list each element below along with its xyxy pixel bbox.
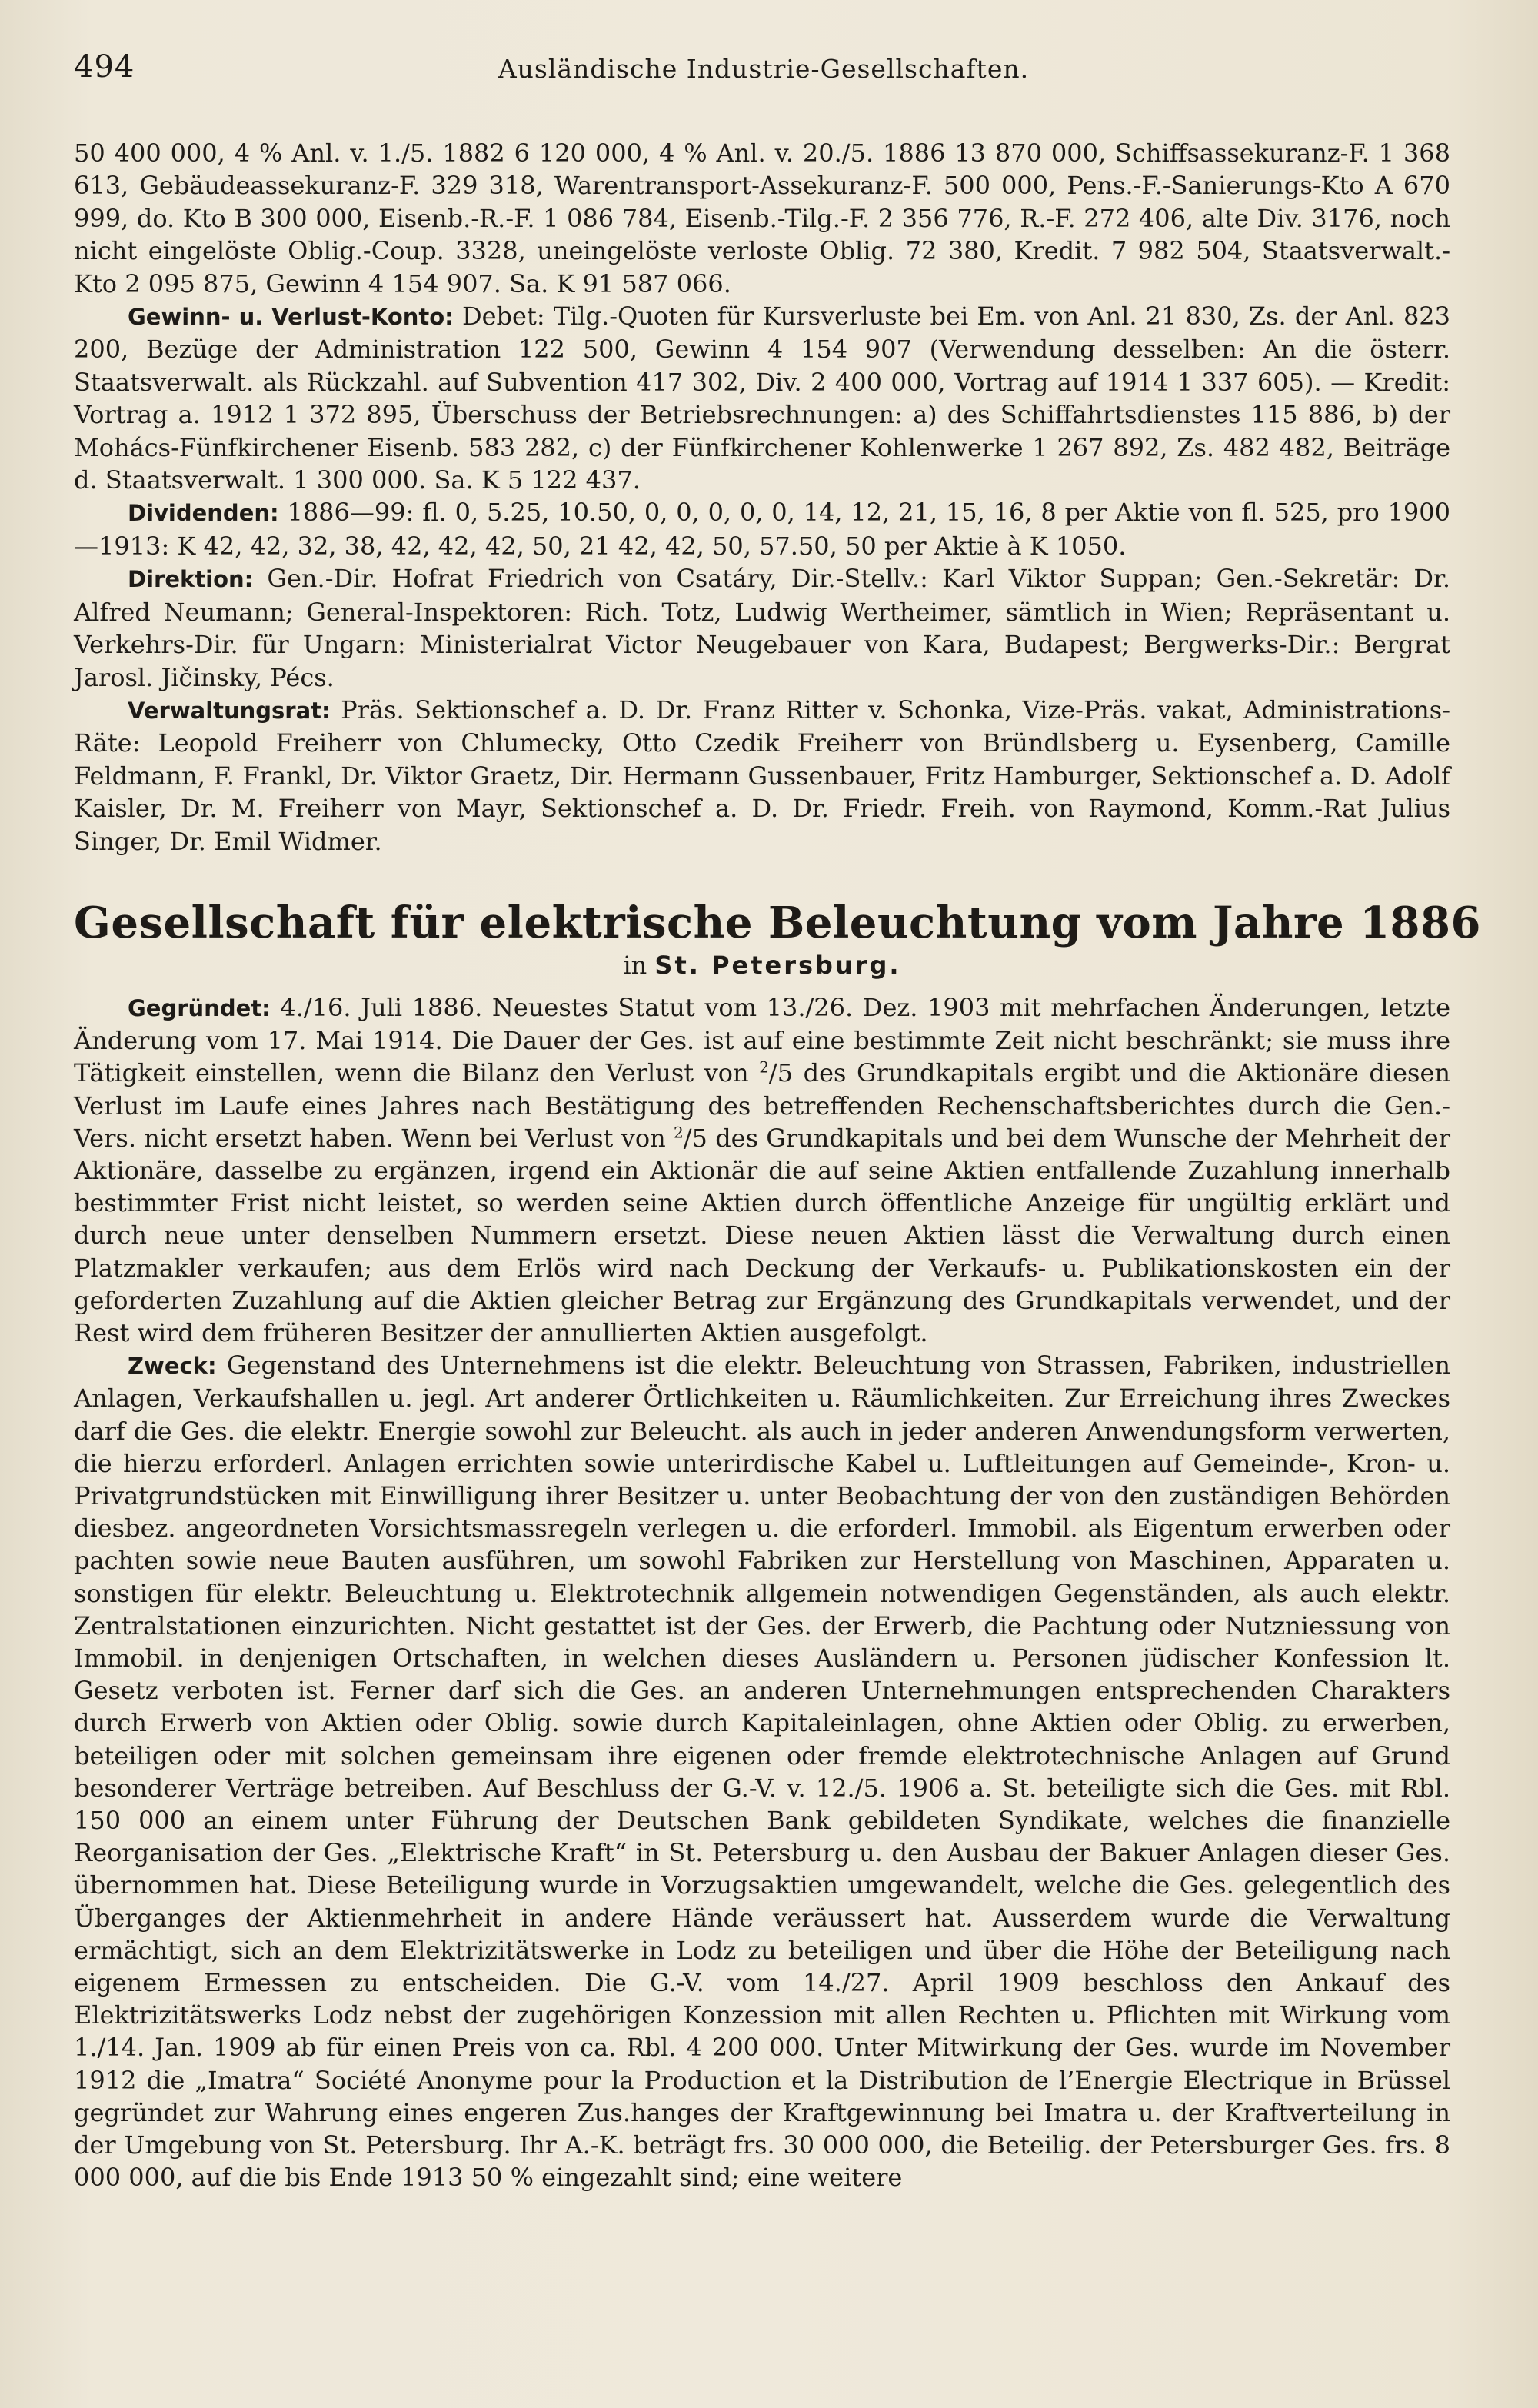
fraction-2-denominator: 5	[691, 1123, 707, 1153]
gegruendet-text-1: 4./16. Juli 1886. Neuestes Statut vom 13./26. Dez. 1903 mit mehrfachen Änderungen, letzte Änderung vom 17. Mai 1914. Die Dauer der Ges. ist auf eine bestimmte Zeit nicht beschränkt; sie muss ihre Tätigkeit einstellen, wenn die Bilanz den Verlust von	[74, 992, 1451, 1088]
fraction-1-numerator: 2	[759, 1057, 769, 1077]
direktion-text: Gen.-Dir. Hofrat Friedrich von Csatáry, Dir.-Stellv.: Karl Viktor Suppan; Gen.-Sekretär: Dr. Alfred Neumann; General-Inspektoren: Rich. Totz, Ludwig Wertheimer, sämtlich in Wien; Repräsentant u. Verkehrs-Dir. für Ungarn: Ministerialrat Victor Neugebauer von Kara, Budapest; Bergwerks-Dir.: Bergrat Jarosl. Jičinsky, Pécs.	[74, 564, 1451, 692]
company-entry	[74, 897, 1481, 2194]
previous-company-entry	[74, 137, 1450, 858]
guv-label: Gewinn- u. Verlust-Konto:	[128, 304, 454, 331]
zweck-text: Gegenstand des Unternehmens ist die elektr. Beleuchtung von Strassen, Fabriken, industriellen Anlagen, Verkaufshallen u. jegl. Art anderer Örtlichkeiten u. Räumlichkeiten. Zur Erreichung ihres Zweckes darf die Ges. die elektr. Energie sowohl zur Beleucht. als auch in jeder anderen Anwendungsform verwerten, die hierzu erforderl. Anlagen errichten sowie unterirdische Kabel u. Luftleitungen auf Gemeinde-, Kron- u. Privatgrundstücken mit Einwilligung ihrer Besitzer u. unter Beobachtung der von den zuständigen Behörden diesbez. angeordneten Vorsichtsmassregeln verlegen u. die erforderl. Immobil. als Eigentum erwerben oder pachten sowie neue Bauten ausführen, um sowohl Fabriken zur Herstellung von Maschinen, Apparaten u. sonstigen für elektr. Beleuchtung u. Elektrotechnik allgemein notwendigen Gegenständen, als auch elektr. Zentralstationen einzurichten. Nicht gestattet ist der Ges. der Erwerb, die Pachtung oder Nutzniessung von Immobil. in denjenigen Ortschaften, in welchen dieses Ausländern u. Personen jüdischer Konfession lt. Gesetz verboten ist. Ferner darf sich die Ges. an anderen Unternehmungen entsprechenden Charakters durch Erwerb von Aktien oder Oblig. sowie durch Kapitaleinlagen, ohne Aktien oder Oblig. zu erwerben, beteiligen oder mit solchen gemeinsam ihre eigenen oder fremde elektrotechnische Anlagen auf Grund besonderer Verträge betreiben. Auf Beschluss der G.-V. v. 12./5. 1906 a. St. beteiligte sich die Ges. mit Rbl. 150 000 an einem unter Führung der Deutschen Bank gebildeten Syndikate, welches die finanzielle Reorganisation der Ges. „Elektrische Kraft“ in St. Petersburg u. den Ausbau der Bakuer Anlagen dieser Ges. übernommen hat. Diese Beteiligung wurde in Vorzugsaktien umgewandelt, welche die Ges. gelegentlich des Überganges der Aktienmehrheit in andere Hände veräussert hat. Ausserdem wurde die Verwaltung ermächtigt, sich an dem Elektrizitätswerke in Lodz zu beteiligen und über die Höhe der Beteiligung nach eigenem Ermessen zu entscheiden. Die G.-V. vom 14./27. April 1909 beschloss den Ankauf des Elektrizitätswerks Lodz nebst der zugehörigen Konzession mit allen Rechten u. Pflichten mit Wirkung vom 1./14. Jan. 1909 ab für einen Preis von ca. Rbl. 4 200 000. Unter Mitwirkung der Ges. wurde im November 1912 die „Imatra“ Société Anonyme pour la Production et la Distribution de l’Energie Electrique in Brüssel gegründet zur Wahrung eines engeren Zus.hanges der Kraftgewinnung bei Imatra u. der Kraftverteilung in der Umgebung von St. Petersburg. Ihr A.-K. beträgt frs. 30 000 000, die Beteilig. der Petersburger Ges. frs. 8 000 000, auf die bis Ende 1913 50 % eingezahlt sind; eine weitere	[74, 1351, 1451, 2193]
zweck-paragraph	[74, 1349, 1450, 2193]
gegruendet-label: Gegründet:	[128, 994, 271, 1021]
verwaltungsrat-label: Verwaltungsrat:	[128, 697, 331, 724]
dividenden-paragraph	[74, 496, 1450, 562]
gegruendet-text-2: des Grundkapitals ergibt und die Aktionäre diesen Verlust im Laufe eines Jahres nach Bestätigung des betreffenden Rechenschaftsberichtes durch die Gen.-Vers. nicht ersetzt haben. Wenn bei Verlust von	[74, 1058, 1451, 1153]
verwaltungsrat-text: Präs. Sektionschef a. D. Dr. Franz Ritter v. Schonka, Vize-Präs. vakat, Administrations-Räte: Leopold Freiherr von Chlumecky, Otto Czedik Freiherr von Bründlsberg u. Eysenberg, Camille Feldmann, F. Frankl, Dr. Viktor Graetz, Dir. Hermann Gussenbauer, Fritz Hamburger, Sektionschef a. D. Adolf Kaisler, Dr. M. Freiherr von Mayr, Sektionschef a. D. Dr. Friedr. Freih. von Raymond, Komm.-Rat Julius Singer, Dr. Emil Widmer.	[74, 694, 1450, 856]
direktion-label: Direktion:	[128, 566, 254, 593]
zweck-label: Zweck:	[128, 1353, 217, 1380]
running-title: Ausländische Industrie-Gesellschaften.	[498, 54, 1030, 84]
location-city: St. Petersburg.	[654, 950, 901, 980]
page-body	[74, 137, 1481, 2193]
guv-paragraph	[74, 300, 1450, 496]
company-location	[74, 950, 1450, 981]
dividenden-text: 1886—99: fl. 0, 5.25, 10.50, 0, 0, 0, 0, 0, 14, 12, 21, 15, 16, 8 per Aktie von fl. 525, pro 1900—1913: K 42, 42, 32, 38, 42, 42, 42, 50, 21 42, 42, 50, 57.50, 50 per Aktie à K 1050.	[74, 498, 1451, 561]
fraction-2-numerator: 2	[674, 1123, 684, 1142]
gegruendet-text-3: des Grundkapitals und bei dem Wunsche der Mehrheit der Aktionäre, dasselbe zu ergänzen, irgend ein Aktionär die auf seine Aktien entfallende Zuzahlung innerhalb bestimmter Frist nicht leistet, so werden seine Aktien durch öffentliche Anzeige für ungültig erklärt und durch neue unter denselben Nummern ersetzt. Diese neuen Aktien lässt die Verwaltung durch einen Platzmakler verkaufen; aus dem Erlös wird nach Deckung der Verkaufs- u. Publikationskosten ein der geforderten Zuzahlung auf die Aktien gleicher Betrag zur Ergänzung des Grundkapitals verwendet, und der Rest wird dem früheren Besitzer der annullierten Aktien ausgefolgt.	[74, 1123, 1451, 1347]
guv-text: Debet: Tilg.-Quoten für Kursverluste bei Em. von Anl. 21 830, Zs. der Anl. 823 200, Bezüge der Administration 122 500, Gewinn 4 154 907 (Verwendung desselben: An die österr. Staatsverwalt. als Rückzahl. auf Subvention 417 302, Div. 2 400 000, Vortrag auf 1914 1 337 605). — Kredit: Vortrag a. 1912 1 372 895, Überschuss der Betriebsrechnungen: a) des Schiffahrtsdienstes 115 886, b) der Mohács-Fünfkirchener Eisenb. 583 282, c) der Fünfkirchener Kohlenwerke 1 267 892, Zs. 482 482, Beiträge d. Staatsverwalt. 1 300 000. Sa. K 5 122 437.	[74, 301, 1451, 495]
gegruendet-paragraph: Gegründet: 4./16. Juli 1886. Neuestes Statut vom 13./26. Dez. 1903 mit mehrfachen Änderungen, letzte Änderung vom 17. Mai 1914. Die Dauer der Ges. ist auf eine bestimmte Zeit nicht beschränkt; sie muss ihre Tätigkeit einstellen, wenn die Bilanz den Verlust von $^2$/5 des Grundkapitals ergibt und die Aktionäre diesen Verlust im Laufe eines Jahres nach Bestätigung des betreffenden Rechenschaftsberichtes durch die Gen.-Vers. nicht ersetzt haben. Wenn bei Verlust von $^2$/5 des Grundkapitals und bei dem Wunsche der Mehrheit der Aktionäre, dasselbe zu ergänzen, irgend ein Aktionär die auf seine Aktien entfallende Zuzahlung innerhalb bestimmter Frist nicht leistet, so werden seine Aktien durch öffentliche Anzeige für ungültig erklärt und durch neue unter denselben Nummern ersetzt. Diese neuen Aktien lässt die Verwaltung durch einen Platzmakler verkaufen; aus dem Erlös wird nach Deckung der Verkaufs- u. Publikationskosten ein der geforderten Zuzahlung auf die Aktien gleicher Betrag zur Ergänzung des Grundkapitals verwendet, und der Rest wird dem früheren Besitzer der annullierten Aktien ausgefolgt.	[74, 992, 1451, 1347]
page-number: 494	[74, 49, 135, 85]
location-prefix: in	[623, 950, 647, 980]
company-title: Gesellschaft für elektrische Beleuchtung vom Jahre 1886	[74, 897, 1481, 948]
direktion-paragraph	[74, 562, 1450, 694]
verwaltungsrat-paragraph	[74, 694, 1450, 858]
balance-continuation: 50 400 000, 4 % Anl. v. 1./5. 1882 6 120 000, 4 % Anl. v. 20./5. 1886 13 870 000, Schiffsassekuranz-F. 1 368 613, Gebäudeassekuranz-F. 329 318, Warentransport-Assekuranz-F. 500 000, Pens.-F.-Sanierungs-Kto A 670 999, do. Kto B 300 000, Eisenb.-R.-F. 1 086 784, Eisenb.-Tilg.-F. 2 356 776, R.-F. 272 406, alte Div. 3176, noch nicht eingelöste Oblig.-Coup. 3328, uneingelöste verloste Oblig. 72 380, Kredit. 7 982 504, Staatsverwalt.-Kto 2 095 875, Gewinn 4 154 907. Sa. K 91 587 066.	[74, 138, 1450, 298]
page-header	[74, 49, 1453, 95]
fraction-1-denominator: 5	[777, 1058, 794, 1088]
dividenden-label: Dividenden:	[128, 500, 279, 527]
